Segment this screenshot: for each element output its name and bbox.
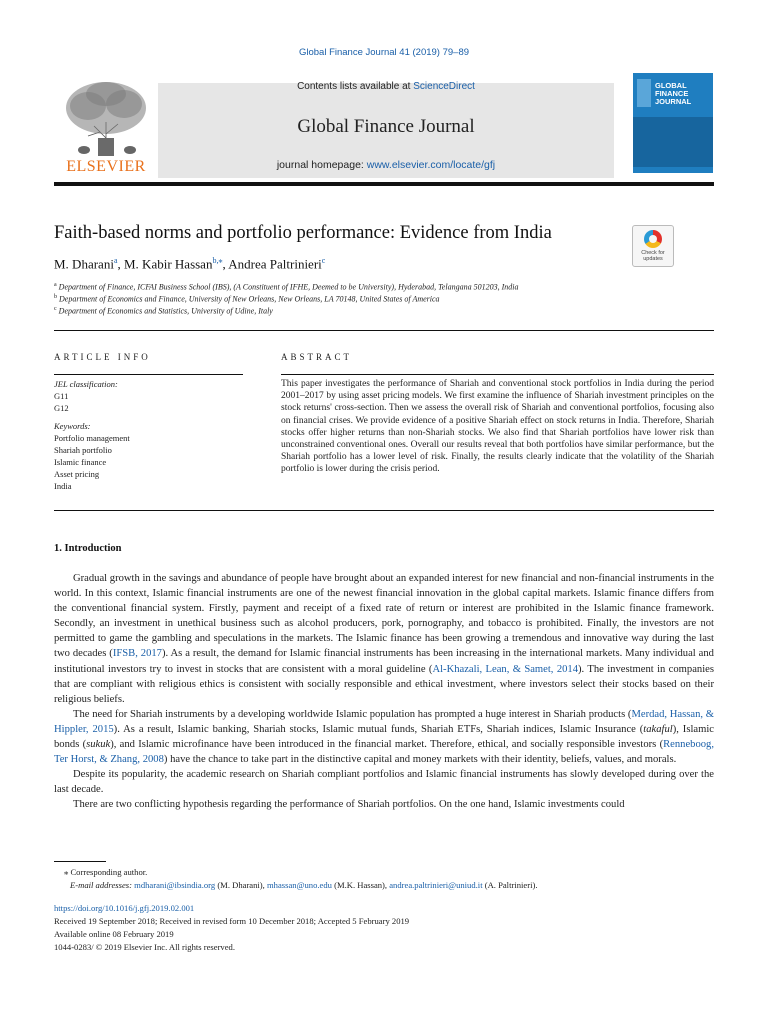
check-for-updates-badge[interactable] xyxy=(632,225,674,267)
citation-link[interactable]: Al-Khazali, Lean, & Samet, 2014 xyxy=(432,663,579,675)
email-label: E-mail addresses: xyxy=(70,880,135,890)
article-info-heading: ARTICLE INFO xyxy=(54,352,151,362)
sciencedirect-link[interactable]: ScienceDirect xyxy=(413,81,475,92)
citation-link[interactable]: Renneboog, Ter Horst, & Zhang, 2008 xyxy=(54,739,714,766)
paper-title: Faith-based norms and portfolio performance: Evidence from India xyxy=(54,223,552,243)
cover-band xyxy=(633,117,713,167)
email-owner: (A. Paltrinieri). xyxy=(482,880,538,890)
body-text xyxy=(54,571,714,813)
affiliation xyxy=(54,282,518,292)
jel-label: JEL classification: xyxy=(54,379,118,389)
keyword: Shariah portfolio xyxy=(54,445,112,455)
affiliation-mark: a xyxy=(54,282,57,288)
paragraph-text: There are two conflicting hypothesis regarding the performance of Shariah portfolios. On the one hand, Islamic investments could xyxy=(73,799,625,811)
contents-line xyxy=(158,81,614,92)
jel-code: G12 xyxy=(54,403,69,413)
cover-strip xyxy=(637,79,651,107)
jel-code: G11 xyxy=(54,391,69,401)
paragraph-text: ). As a result, the demand for Islamic financial instruments has been increasing in the international markets. Many individual and institutional investors try to invest in stocks that are consistent with a moral guideline ( xyxy=(54,648,714,675)
author-name[interactable]: M. Kabir Hassan xyxy=(124,256,213,272)
paragraph xyxy=(54,797,714,812)
corresponding-author-note: ⁎ Corresponding author. xyxy=(64,867,148,877)
available-online: Available online 08 February 2019 xyxy=(54,929,174,939)
copyright-line: 1044-0283/ © 2019 Elsevier Inc. All rights reserved. xyxy=(54,942,235,952)
paragraph-text: ), Islamic bonds ( xyxy=(54,723,714,751)
abstract-rule xyxy=(281,374,714,375)
author-separator: , xyxy=(117,256,124,272)
section-rule xyxy=(54,330,714,331)
affiliation-mark: c xyxy=(54,306,57,312)
cover-title-line: FINANCE xyxy=(655,89,689,98)
keyword: India xyxy=(54,481,72,491)
author-list xyxy=(54,256,325,272)
contents-prefix: Contents lists available at xyxy=(297,81,414,92)
email-link[interactable]: mhassan@uno.edu xyxy=(266,880,332,890)
author-affiliation-mark[interactable]: a xyxy=(113,256,118,265)
paragraph-text: ) have the chance to take part in the distinctive capital and money markets with their identity, beliefs, values, and morals. xyxy=(163,754,677,766)
affiliation-mark: b xyxy=(54,294,57,300)
cover-title-line: JOURNAL xyxy=(655,97,692,106)
check-updates-label: Check for updates xyxy=(641,250,665,262)
section-heading-introduction: 1. Introduction xyxy=(54,543,122,554)
author-name[interactable]: M. Dharani xyxy=(54,256,114,272)
author-name[interactable]: Andrea Paltrinieri xyxy=(228,256,322,272)
keyword: Portfolio management xyxy=(54,433,130,443)
author-separator: , xyxy=(222,256,229,272)
cover-title xyxy=(655,82,711,106)
paragraph xyxy=(54,707,714,767)
author-affiliation-mark[interactable]: c xyxy=(321,256,326,265)
paragraph-text: ). The investment in companies that are compliant with religious ethics is consistent with socially responsible and ethical investment, where investors select their stocks based on their religious beliefs. xyxy=(54,663,714,705)
keyword: Asset pricing xyxy=(54,469,100,479)
email-owner: (M.K. Hassan), xyxy=(331,880,390,890)
elsevier-wordmark: ELSEVIER xyxy=(66,158,146,175)
email-addresses xyxy=(70,880,537,890)
footnote-rule xyxy=(54,861,106,862)
affiliation-text: Department of Economics and Statistics, University of Udine, Italy xyxy=(58,306,273,316)
section-rule xyxy=(54,510,714,511)
abstract-heading: ABSTRACT xyxy=(281,352,353,362)
paragraph-text: ). As a result, Islamic banking, Shariah stocks, Islamic mutual funds, Shariah ETFs, Shariah indices, Islamic Insurance ( xyxy=(113,723,644,735)
citation-link[interactable]: IFSB, 2017 xyxy=(112,648,162,660)
affiliation-text: Department of Economics and Finance, University of New Orleans, New Orleans, LA 70148, United States of America xyxy=(59,294,440,304)
email-owner: (M. Dharani), xyxy=(215,880,267,890)
keywords-label: Keywords: xyxy=(54,421,91,431)
paragraph-text: The need for Shariah instruments by a developing worldwide Islamic population has prompted a huge interest in Shariah products ( xyxy=(73,708,632,720)
abstract-text: This paper investigates the performance of Shariah and conventional stock portfolios in India during the period 2001–2017 by using asset pricing models. We first examine the influence of Shariah investment principles on the stock returns' cross-section. Then we assess the overall risk of Shariah and conventional portfolios, focusing also on financial crises. We provide evidence of a positive Shariah effect on stock returns in India. Therefore, Shariah stocks offer higher returns than non-Shariah stocks. We also find that Shariah portfolios have lower risk than unconstrained conventional ones. Overall our results reveal that both portfolios have similar performance, but the Shariah portfolio has a lower level of risk. Finally, the results clearly indicate that the volatility of the Shariah portfolio is lower during the crisis period. xyxy=(281,379,714,475)
header-rule xyxy=(54,182,714,186)
article-info-block xyxy=(54,378,244,492)
homepage-prefix: journal homepage: xyxy=(276,159,367,171)
journal-homepage xyxy=(158,159,614,171)
journal-reference[interactable]: Global Finance Journal 41 (2019) 79–89 xyxy=(298,47,470,58)
journal-name: Global Finance Journal xyxy=(297,116,475,137)
citation-link[interactable]: Merdad, Hassan, & Hippler, 2015 xyxy=(54,708,714,735)
affiliation-text: Department of Finance, ICFAI Business School (IBS), (A Constituent of IFHE, Deemed to be University), Hyderabad, Telangana 501203, India xyxy=(58,282,519,292)
email-link[interactable]: mdharani@ibsindia.org xyxy=(134,880,216,890)
doi-link[interactable]: https://doi.org/10.1016/j.gfj.2019.02.001 xyxy=(54,903,195,913)
paragraph xyxy=(54,767,714,797)
received-dates: Received 19 September 2018; Received in revised form 10 December 2018; Accepted 5 February 2019 xyxy=(54,916,410,926)
article-info-rule xyxy=(54,374,243,375)
cover-title-line: GLOBAL xyxy=(655,81,687,90)
paragraph-text: Gradual growth in the savings and abundance of people have brought about an expanded interest for new financial and non-financial instruments in the world. In this context, Islamic financial instruments are one of the newest financial innovation in the global capital markets. Islamic finance differs from the conventional financial system. Firstly, payment and receipt of a fixed rate of return or interest are prohibited in the Islamic finance framework. Secondly, an investment in unethical business such as alcohol producers, pork, pornography, and tobacco is prohibited. Finally, the investors are not permitted to game the gambling and speculations in the markets. The Islamic finance has been growing a tremendous and innovative way during the last two decades ( xyxy=(54,573,714,660)
paragraph xyxy=(54,571,714,707)
affiliation xyxy=(54,294,440,304)
keyword: Islamic finance xyxy=(54,457,107,467)
crossmark-icon xyxy=(644,230,662,248)
paragraph-text: ), and Islamic microfinance have been introduced in the financial market. Therefore, ethical, and socially responsible investors ( xyxy=(110,739,664,751)
email-link[interactable]: andrea.paltrinieri@uniud.it xyxy=(389,880,483,890)
homepage-link[interactable]: www.elsevier.com/locate/gfj xyxy=(366,159,496,171)
italic-term: takaful xyxy=(643,723,673,735)
affiliation xyxy=(54,306,273,316)
author-affiliation-mark[interactable]: b,⁎ xyxy=(212,256,223,265)
journal-cover-thumbnail xyxy=(633,73,713,173)
paragraph-text: Despite its popularity, the academic research on Shariah compliant portfolios and Islamic financial instruments has slowly developed during over the last decade. xyxy=(54,769,714,796)
italic-term: sukuk xyxy=(86,739,111,751)
